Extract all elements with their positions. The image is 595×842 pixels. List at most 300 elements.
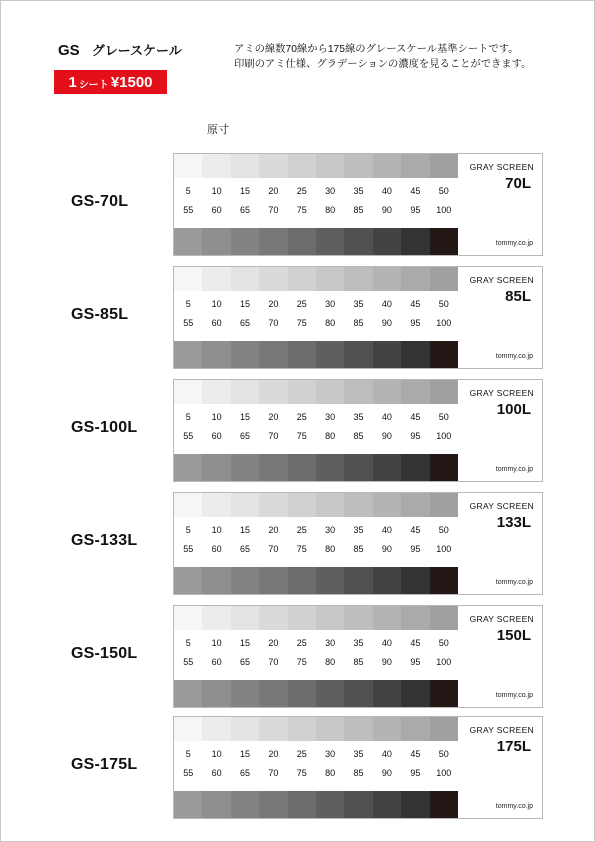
tone-swatch bbox=[373, 493, 401, 517]
tone-value: 55 bbox=[183, 768, 194, 778]
tone-value: 15 bbox=[239, 299, 250, 309]
tone-value: 15 bbox=[239, 638, 250, 648]
tone-swatch bbox=[259, 454, 287, 481]
tone-value: 30 bbox=[325, 299, 336, 309]
tone-value: 75 bbox=[296, 205, 307, 215]
tone-value: 50 bbox=[438, 299, 449, 309]
tone-swatch bbox=[316, 493, 344, 517]
tone-value: 60 bbox=[211, 657, 222, 667]
model-label: 133L bbox=[496, 514, 531, 531]
tone-swatch bbox=[259, 228, 287, 255]
tone-swatch bbox=[288, 228, 316, 255]
model-label: 150L bbox=[496, 627, 531, 644]
top-values bbox=[174, 186, 458, 196]
tone-value: 95 bbox=[410, 205, 421, 215]
tone-swatch bbox=[174, 454, 202, 481]
tone-swatch bbox=[231, 717, 259, 741]
tone-swatch bbox=[401, 341, 429, 368]
top-values bbox=[174, 299, 458, 309]
tone-value: 55 bbox=[183, 657, 194, 667]
tone-swatch bbox=[316, 680, 344, 707]
tone-swatch bbox=[430, 154, 458, 178]
tone-swatch bbox=[259, 380, 287, 404]
tone-value: 95 bbox=[410, 768, 421, 778]
tone-value: 100 bbox=[436, 657, 452, 667]
description-line-1: アミの線数70線から175線のグレースケール基準シートです。 bbox=[234, 44, 519, 55]
tone-value: 30 bbox=[325, 749, 336, 759]
tone-swatch bbox=[259, 267, 287, 291]
brand-label: GRAY SCREEN bbox=[469, 162, 534, 172]
tone-value: 35 bbox=[353, 525, 364, 535]
site-url: tommy.co.jp bbox=[495, 692, 533, 699]
tone-value: 5 bbox=[185, 412, 191, 422]
tone-swatch bbox=[344, 380, 372, 404]
tone-swatch bbox=[174, 606, 202, 630]
tone-swatch bbox=[202, 228, 230, 255]
description bbox=[234, 42, 531, 72]
row-label: GS-175L bbox=[71, 756, 138, 773]
tone-value: 5 bbox=[185, 186, 191, 196]
tone-swatch bbox=[231, 680, 259, 707]
tone-value: 40 bbox=[381, 525, 392, 535]
tone-swatch bbox=[344, 454, 372, 481]
tone-swatch bbox=[202, 493, 230, 517]
tone-value: 10 bbox=[211, 525, 222, 535]
light-swatches bbox=[174, 267, 458, 291]
tone-value: 85 bbox=[353, 431, 364, 441]
dark-swatches bbox=[174, 228, 458, 255]
row-label: GS-133L bbox=[71, 532, 138, 549]
tone-value: 85 bbox=[353, 657, 364, 667]
model-label: 70L bbox=[505, 175, 531, 192]
screen-strip bbox=[173, 605, 543, 708]
tone-value: 100 bbox=[436, 431, 452, 441]
tone-value: 15 bbox=[239, 186, 250, 196]
tone-swatch bbox=[231, 380, 259, 404]
tone-swatch bbox=[259, 341, 287, 368]
light-swatches bbox=[174, 380, 458, 404]
tone-value: 45 bbox=[410, 749, 421, 759]
gray-screen-row bbox=[1, 266, 594, 369]
description-line-2: 印刷のアミ仕様、グラデーションの濃度を見ることができます。 bbox=[234, 59, 532, 70]
tone-swatch bbox=[259, 791, 287, 818]
tone-value: 70 bbox=[268, 318, 279, 328]
brand-label: GRAY SCREEN bbox=[469, 388, 534, 398]
tone-value: 100 bbox=[436, 205, 452, 215]
tone-swatch bbox=[174, 680, 202, 707]
tone-value: 90 bbox=[381, 768, 392, 778]
tone-swatch bbox=[401, 680, 429, 707]
tone-swatch bbox=[231, 493, 259, 517]
tone-swatch bbox=[344, 717, 372, 741]
tone-value: 65 bbox=[239, 657, 250, 667]
tone-value: 45 bbox=[410, 186, 421, 196]
tone-value: 80 bbox=[325, 318, 336, 328]
tone-value: 100 bbox=[436, 318, 452, 328]
tone-value: 100 bbox=[436, 544, 452, 554]
tone-swatch bbox=[344, 341, 372, 368]
tone-value: 60 bbox=[211, 318, 222, 328]
tone-value: 75 bbox=[296, 318, 307, 328]
tone-value: 90 bbox=[381, 544, 392, 554]
tone-value: 85 bbox=[353, 205, 364, 215]
tone-swatch bbox=[401, 717, 429, 741]
tone-value: 90 bbox=[381, 318, 392, 328]
dark-swatches bbox=[174, 454, 458, 481]
tone-value: 70 bbox=[268, 544, 279, 554]
screen-strip bbox=[173, 492, 543, 595]
tone-swatch bbox=[174, 380, 202, 404]
tone-swatch bbox=[373, 567, 401, 594]
tone-swatch bbox=[231, 341, 259, 368]
tone-value: 95 bbox=[410, 657, 421, 667]
tone-swatch bbox=[373, 717, 401, 741]
tone-swatch bbox=[430, 791, 458, 818]
tone-value: 35 bbox=[353, 186, 364, 196]
tone-value: 65 bbox=[239, 205, 250, 215]
tone-swatch bbox=[373, 680, 401, 707]
screen-strip bbox=[173, 379, 543, 482]
tone-swatch bbox=[202, 791, 230, 818]
tone-swatch bbox=[373, 154, 401, 178]
tone-swatch bbox=[288, 567, 316, 594]
screen-strip bbox=[173, 153, 543, 256]
tone-swatch bbox=[174, 154, 202, 178]
row-label: GS-100L bbox=[71, 419, 138, 436]
screen-strip bbox=[173, 716, 543, 819]
brand-label: GRAY SCREEN bbox=[469, 275, 534, 285]
tone-swatch bbox=[373, 267, 401, 291]
tone-swatch bbox=[430, 717, 458, 741]
tone-value: 25 bbox=[296, 638, 307, 648]
tone-swatch bbox=[202, 341, 230, 368]
top-values bbox=[174, 525, 458, 535]
tone-value: 10 bbox=[211, 412, 222, 422]
tone-value: 35 bbox=[353, 412, 364, 422]
tone-swatch bbox=[373, 380, 401, 404]
tone-value: 75 bbox=[296, 544, 307, 554]
light-swatches bbox=[174, 606, 458, 630]
tone-swatch bbox=[316, 717, 344, 741]
tone-swatch bbox=[288, 380, 316, 404]
tone-swatch bbox=[231, 267, 259, 291]
tone-value: 60 bbox=[211, 205, 222, 215]
tone-swatch bbox=[316, 267, 344, 291]
tone-value: 15 bbox=[239, 749, 250, 759]
row-label: GS-85L bbox=[71, 306, 129, 323]
tone-swatch bbox=[316, 454, 344, 481]
tone-swatch bbox=[401, 606, 429, 630]
price-amount: ¥1500 bbox=[110, 73, 153, 91]
tone-swatch bbox=[401, 228, 429, 255]
tone-value: 20 bbox=[268, 186, 279, 196]
tone-value: 45 bbox=[410, 299, 421, 309]
tone-swatch bbox=[430, 341, 458, 368]
tone-value: 30 bbox=[325, 186, 336, 196]
tone-swatch bbox=[202, 606, 230, 630]
tone-value: 50 bbox=[438, 186, 449, 196]
tone-swatch bbox=[430, 454, 458, 481]
tone-value: 5 bbox=[185, 525, 191, 535]
site-url: tommy.co.jp bbox=[495, 803, 533, 810]
tone-value: 90 bbox=[381, 431, 392, 441]
site-url: tommy.co.jp bbox=[495, 240, 533, 247]
tone-value: 60 bbox=[211, 431, 222, 441]
tone-value: 5 bbox=[185, 749, 191, 759]
light-swatches bbox=[174, 154, 458, 178]
tone-value: 40 bbox=[381, 299, 392, 309]
tone-swatch bbox=[202, 380, 230, 404]
site-url: tommy.co.jp bbox=[495, 579, 533, 586]
tone-swatch bbox=[259, 493, 287, 517]
tone-value: 65 bbox=[239, 431, 250, 441]
tone-swatch bbox=[288, 267, 316, 291]
tone-swatch bbox=[288, 791, 316, 818]
tone-value: 25 bbox=[296, 412, 307, 422]
tone-swatch bbox=[430, 228, 458, 255]
tone-swatch bbox=[259, 567, 287, 594]
tone-swatch bbox=[430, 380, 458, 404]
tone-value: 40 bbox=[381, 749, 392, 759]
dark-swatches bbox=[174, 567, 458, 594]
tone-value: 50 bbox=[438, 638, 449, 648]
tone-swatch bbox=[202, 680, 230, 707]
tone-swatch bbox=[288, 154, 316, 178]
tone-value: 80 bbox=[325, 657, 336, 667]
gray-screen-row bbox=[1, 153, 594, 256]
tone-swatch bbox=[316, 606, 344, 630]
tone-swatch bbox=[316, 380, 344, 404]
dark-swatches bbox=[174, 791, 458, 818]
tone-value: 70 bbox=[268, 431, 279, 441]
tone-value: 5 bbox=[185, 638, 191, 648]
tone-value: 45 bbox=[410, 638, 421, 648]
price-unit: シート bbox=[78, 79, 109, 91]
tone-swatch bbox=[373, 454, 401, 481]
brand-label: GRAY SCREEN bbox=[469, 501, 534, 511]
tone-swatch bbox=[174, 791, 202, 818]
tone-swatch bbox=[288, 606, 316, 630]
price-badge bbox=[54, 70, 167, 94]
tone-swatch bbox=[202, 454, 230, 481]
tone-swatch bbox=[259, 717, 287, 741]
tone-swatch bbox=[259, 680, 287, 707]
tone-value: 30 bbox=[325, 412, 336, 422]
tone-value: 5 bbox=[185, 299, 191, 309]
tone-swatch bbox=[430, 680, 458, 707]
tone-value: 55 bbox=[183, 205, 194, 215]
tone-value: 45 bbox=[410, 412, 421, 422]
tone-value: 35 bbox=[353, 299, 364, 309]
tone-swatch bbox=[344, 567, 372, 594]
tone-value: 70 bbox=[268, 205, 279, 215]
tone-swatch bbox=[401, 380, 429, 404]
tone-swatch bbox=[288, 454, 316, 481]
tone-value: 65 bbox=[239, 318, 250, 328]
tone-swatch bbox=[288, 493, 316, 517]
top-values bbox=[174, 638, 458, 648]
tone-swatch bbox=[344, 154, 372, 178]
tone-swatch bbox=[401, 454, 429, 481]
bottom-values bbox=[174, 205, 458, 215]
bottom-values bbox=[174, 544, 458, 554]
tone-value: 30 bbox=[325, 638, 336, 648]
tone-value: 95 bbox=[410, 431, 421, 441]
tone-value: 35 bbox=[353, 638, 364, 648]
tone-swatch bbox=[202, 154, 230, 178]
tone-swatch bbox=[288, 341, 316, 368]
tone-value: 65 bbox=[239, 768, 250, 778]
tone-swatch bbox=[231, 791, 259, 818]
tone-swatch bbox=[344, 228, 372, 255]
dark-swatches bbox=[174, 680, 458, 707]
tone-value: 85 bbox=[353, 544, 364, 554]
model-label: 175L bbox=[496, 738, 531, 755]
row-label: GS-150L bbox=[71, 645, 138, 662]
tone-value: 60 bbox=[211, 544, 222, 554]
top-values bbox=[174, 749, 458, 759]
top-values bbox=[174, 412, 458, 422]
tone-value: 40 bbox=[381, 412, 392, 422]
tone-swatch bbox=[344, 606, 372, 630]
tone-swatch bbox=[231, 567, 259, 594]
tone-value: 10 bbox=[211, 186, 222, 196]
tone-swatch bbox=[401, 154, 429, 178]
tone-value: 70 bbox=[268, 768, 279, 778]
tone-value: 50 bbox=[438, 525, 449, 535]
bottom-values bbox=[174, 318, 458, 328]
tone-swatch bbox=[231, 228, 259, 255]
tone-value: 30 bbox=[325, 525, 336, 535]
product-code: GS bbox=[58, 42, 80, 59]
model-label: 100L bbox=[496, 401, 531, 418]
tone-value: 80 bbox=[325, 768, 336, 778]
tone-value: 25 bbox=[296, 525, 307, 535]
brand-label: GRAY SCREEN bbox=[469, 725, 534, 735]
tone-swatch bbox=[373, 341, 401, 368]
tone-swatch bbox=[316, 567, 344, 594]
price-prefix: 1 bbox=[68, 73, 77, 91]
tone-swatch bbox=[174, 493, 202, 517]
tone-value: 25 bbox=[296, 749, 307, 759]
tone-swatch bbox=[288, 717, 316, 741]
tone-swatch bbox=[288, 680, 316, 707]
tone-swatch bbox=[174, 228, 202, 255]
light-swatches bbox=[174, 493, 458, 517]
tone-swatch bbox=[430, 267, 458, 291]
tone-value: 40 bbox=[381, 638, 392, 648]
tone-swatch bbox=[316, 154, 344, 178]
tone-swatch bbox=[316, 341, 344, 368]
tone-value: 65 bbox=[239, 544, 250, 554]
tone-swatch bbox=[373, 606, 401, 630]
tone-value: 55 bbox=[183, 318, 194, 328]
tone-value: 10 bbox=[211, 749, 222, 759]
tone-swatch bbox=[174, 567, 202, 594]
tone-swatch bbox=[231, 154, 259, 178]
gray-screen-row bbox=[1, 605, 594, 708]
tone-value: 75 bbox=[296, 768, 307, 778]
tone-swatch bbox=[259, 154, 287, 178]
tone-swatch bbox=[202, 267, 230, 291]
tone-value: 60 bbox=[211, 768, 222, 778]
tone-swatch bbox=[401, 267, 429, 291]
tone-value: 20 bbox=[268, 749, 279, 759]
brand-label: GRAY SCREEN bbox=[469, 614, 534, 624]
tone-value: 90 bbox=[381, 205, 392, 215]
page-title bbox=[58, 40, 182, 59]
gray-screen-row bbox=[1, 379, 594, 482]
tone-value: 90 bbox=[381, 657, 392, 667]
tone-value: 85 bbox=[353, 768, 364, 778]
tone-value: 45 bbox=[410, 525, 421, 535]
tone-value: 80 bbox=[325, 205, 336, 215]
tone-value: 20 bbox=[268, 412, 279, 422]
tone-swatch bbox=[174, 717, 202, 741]
tone-value: 20 bbox=[268, 525, 279, 535]
tone-value: 70 bbox=[268, 657, 279, 667]
tone-swatch bbox=[259, 606, 287, 630]
tone-swatch bbox=[316, 791, 344, 818]
tone-swatch bbox=[373, 791, 401, 818]
tone-swatch bbox=[344, 267, 372, 291]
actual-size-label: 原寸 bbox=[207, 124, 229, 136]
model-label: 85L bbox=[505, 288, 531, 305]
tone-value: 10 bbox=[211, 638, 222, 648]
tone-value: 20 bbox=[268, 299, 279, 309]
tone-value: 40 bbox=[381, 186, 392, 196]
tone-value: 10 bbox=[211, 299, 222, 309]
tone-swatch bbox=[401, 493, 429, 517]
tone-swatch bbox=[344, 493, 372, 517]
tone-value: 80 bbox=[325, 544, 336, 554]
dark-swatches bbox=[174, 341, 458, 368]
tone-value: 95 bbox=[410, 318, 421, 328]
row-label: GS-70L bbox=[71, 193, 129, 210]
tone-value: 15 bbox=[239, 525, 250, 535]
tone-swatch bbox=[430, 606, 458, 630]
tone-swatch bbox=[401, 791, 429, 818]
light-swatches bbox=[174, 717, 458, 741]
tone-swatch bbox=[344, 791, 372, 818]
tone-swatch bbox=[316, 228, 344, 255]
tone-value: 75 bbox=[296, 657, 307, 667]
tone-swatch bbox=[174, 341, 202, 368]
tone-value: 50 bbox=[438, 749, 449, 759]
bottom-values bbox=[174, 431, 458, 441]
bottom-values bbox=[174, 657, 458, 667]
gray-screen-row bbox=[1, 492, 594, 595]
screen-strip bbox=[173, 266, 543, 369]
tone-value: 55 bbox=[183, 431, 194, 441]
gray-screen-row bbox=[1, 716, 594, 819]
site-url: tommy.co.jp bbox=[495, 466, 533, 473]
tone-value: 100 bbox=[436, 768, 452, 778]
tone-value: 95 bbox=[410, 544, 421, 554]
tone-swatch bbox=[202, 567, 230, 594]
bottom-values bbox=[174, 768, 458, 778]
site-url: tommy.co.jp bbox=[495, 353, 533, 360]
tone-value: 75 bbox=[296, 431, 307, 441]
tone-swatch bbox=[344, 680, 372, 707]
tone-swatch bbox=[231, 606, 259, 630]
product-title: グレースケール bbox=[91, 43, 182, 58]
tone-swatch bbox=[174, 267, 202, 291]
tone-swatch bbox=[231, 454, 259, 481]
tone-swatch bbox=[401, 567, 429, 594]
tone-value: 35 bbox=[353, 749, 364, 759]
tone-swatch bbox=[373, 228, 401, 255]
